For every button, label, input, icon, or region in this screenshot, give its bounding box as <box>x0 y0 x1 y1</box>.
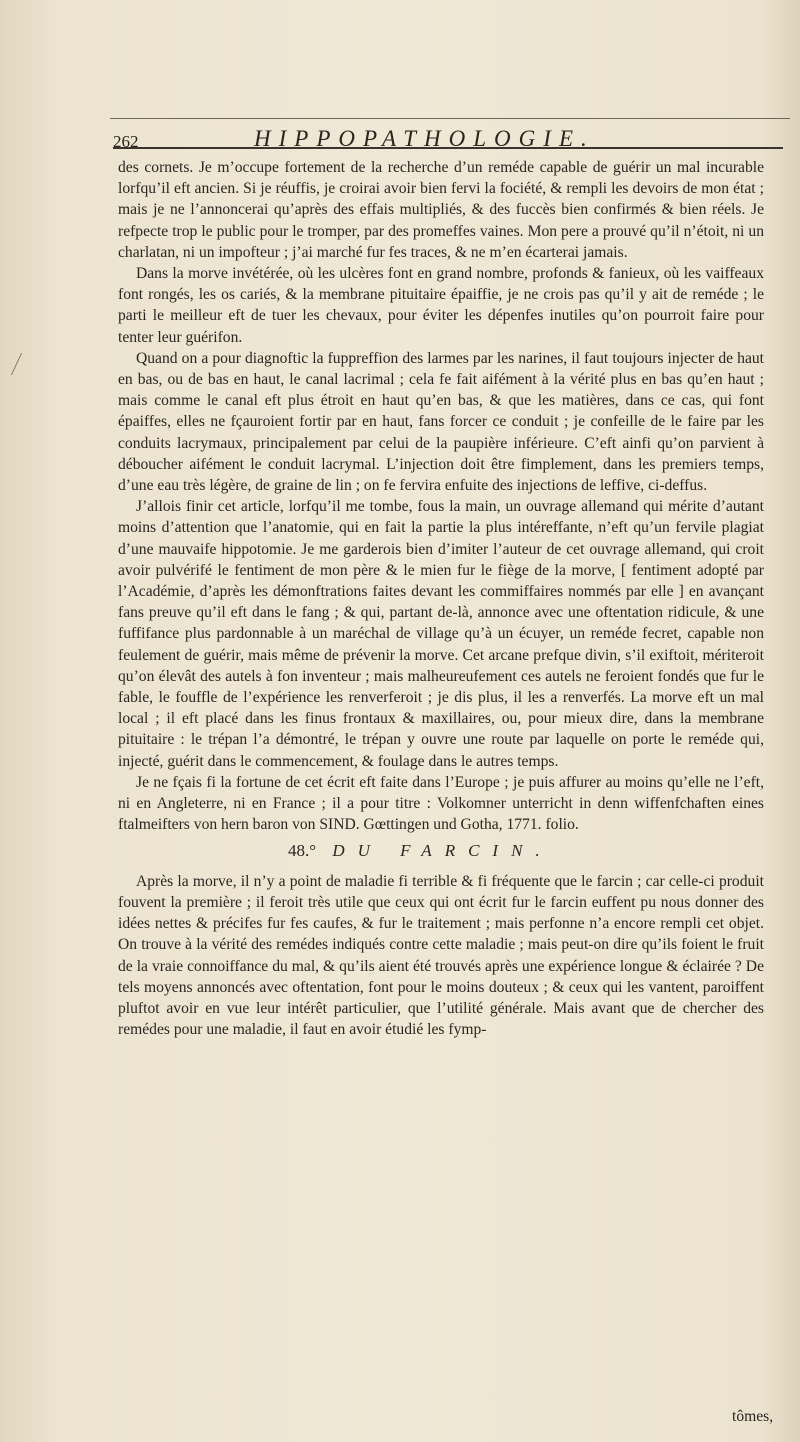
catchword: tômes, <box>732 1408 774 1425</box>
paragraph: Après la morve, il n’y a point de maladie fi terrible & fi fréquente que le farcin ; car celle-ci produit fouvent la première ; il feroit très utile que ceux qui ont écrit fur le farcin euffent pu nous donner des idées nettes & précifes fur fes caufes, & fur le traitement ; mais perfonne n’a encore rempli cet objet. On trouve à la vérité des remédes indiqués contre cette maladie ; mais peut-on dire qu’ils foient le fruit de la vraie connoiffance du mal, & qu’ils aient été trouvés après une expérience longue & éclairée ? De tels moyens annoncés avec oftentation, font pour le moins douteux ; & ceux qui les vantent, paroiffent pluftot avoir en vue leur intérêt particulier, que l’utilité générale. Mais avant que de chercher des remédes pour une maladie, il faut en avoir étudié les fymp- <box>118 872 764 1039</box>
body-text <box>118 157 764 1040</box>
top-rule <box>110 118 790 119</box>
section-title: DU FARCIN. <box>332 840 553 860</box>
header-rule <box>113 147 783 149</box>
paragraph: Je ne fçais fi la fortune de cet écrit eft faite dans l’Europe ; je puis affurer au moins qu’elle ne l’eft, ni en Angleterre, ni en France ; il a pour titre : Volkomner unterricht in denn wiffenfchaften eines ftalmeifters von hern baron von SIND. Gœttingen und Gotha, 1771. folio. <box>118 773 764 834</box>
paragraph: J’allois finir cet article, lorfqu’il me tombe, fous la main, un ouvrage allemand qui mérite d’autant moins d’attention que l’anatomie, qui en fait la partie la plus intéreffante, n’eft qu’un fervile plagiat d’une mauvaife hippotomie. Je me garderois bien d’imiter l’auteur de cet ouvrage allemand, qui croit avoir pulvérifé le fentiment de mon père & le mien fur le fiège de la morve, [ fentiment adopté par l’Académie, d’après les démonftrations faites devant les commiffaires nommés par elle ] en avançant fans preuve qu’il eft dans le fang ; & qui, partant de-là, annonce avec une oftentation ridicule, & une fuffifance plus pardonnable à un maréchal de village qu’à un écuyer, un reméde fecret, capable non feulement de guérir, mais même de prévenir la morve. Cet arcane prefque divin, s’il exiftoit, mériteroit qu’on élevât des autels à fon inventeur ; mais malheureufement ces autels ne feroient fondés que fur le fable, le fouffle de l’expérience les renverferoit ; je dis plus, il les a renverfés. La morve eft un mal local ; il eft placé dans les finus frontaux & maxillaires, ou, pour mieux dire, dans la membrane pituitaire : le trépan l’a démontré, le trépan y ouvre une route par laquelle on porte le reméde qui, injecté, guérit dans le commencement, & foulage dans le autres temps. <box>118 498 764 770</box>
paragraph: Dans la morve invétérée, où les ulcères font en grand nombre, profonds & fanieux, où les vaiffeaux font rongés, les os cariés, & la membrane pituitaire épaiffie, je ne crois pas qu’il y ait de reméde ; le parti le meilleur eft de tuer les chevaux, pour éviter les dépenfes inutiles qu’on pourroit faire pour tenter leur guérifon. <box>118 265 764 346</box>
margin-mark <box>11 353 36 375</box>
page-number: 262 <box>113 132 139 151</box>
section-number: 48.° <box>288 840 317 860</box>
section-heading <box>118 840 764 861</box>
running-title: HIPPOPATHOLOGIE. <box>254 126 595 151</box>
paragraph: des cornets. Je m’occupe fortement de la recherche d’un reméde capable de guérir un mal incurable lorfqu’il eft ancien. Si je réuffis, je croirai avoir bien fervi la fociété, & rempli les devoirs de mon état ; mais je ne l’annoncerai qu’après des effais multipliés, & des fuccès bien confirmés & bien réels. Je refpecte trop le public pour le tromper, par des promeffes vaines. Mon pere a prouvé qu’il n’étoit, ni un charlatan, ni un impofteur ; j’ai marché fur fes traces, & ne m’en écarterai jamais. <box>118 159 764 261</box>
paragraph: Quand on a pour diagnoftic la fuppreffion des larmes par les narines, il faut toujours injecter de haut en bas, ou de bas en haut, le canal lacrimal ; cela fe fait aifément à la vérité plus en bas qu’en haut ; mais comme le canal eft plus étroit en haut qu’en bas, & que les matières, dans ce cas, qui font épaiffes, elles ne fçauroient fortir par en haut, fans forcer ce conduit ; je confeille de le faire par les conduits lacrymaux, principalement par celui de la paupière inférieure. C’eft ainfi qu’on parvient à déboucher aifément le conduit lacrymal. L’injection doit être fimplement, dans les premiers temps, d’une eau très légère, de graine de lin ; on fe fervira enfuite des injections de leffive, ci-deffus. <box>118 349 764 495</box>
